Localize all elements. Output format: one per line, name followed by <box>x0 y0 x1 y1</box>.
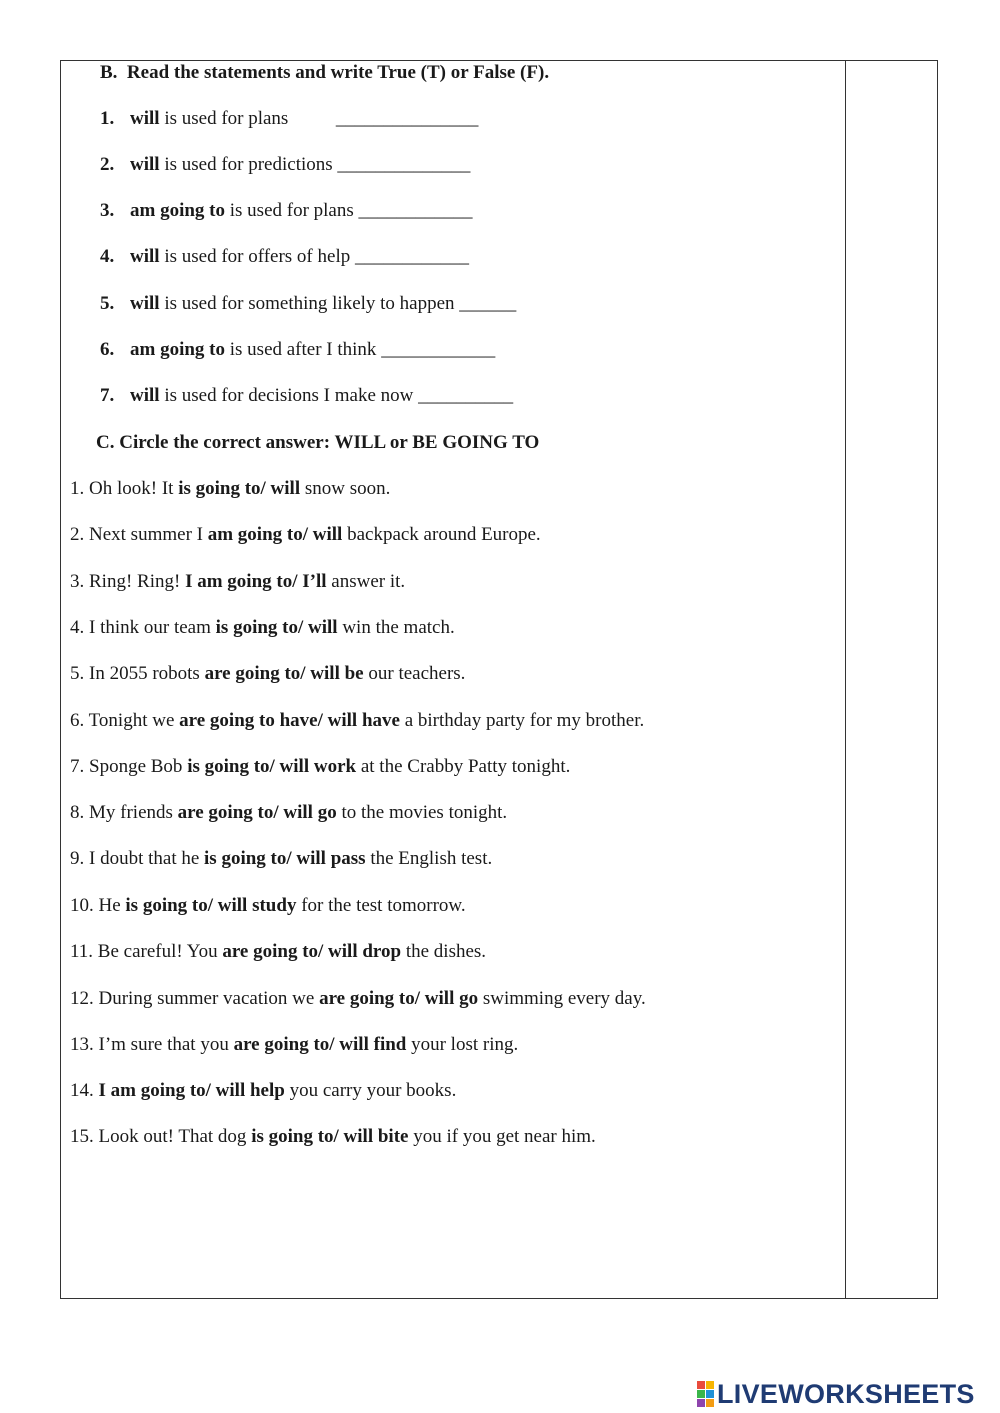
sentence-item <box>70 755 570 779</box>
sentence-item <box>70 523 541 547</box>
answer-blank[interactable]: ____________ <box>354 246 469 267</box>
sentence-post: for the test tomorrow. <box>296 895 466 916</box>
sentence-pre: 13. I’m sure that you <box>70 1034 234 1055</box>
answer-blank[interactable]: ______________ <box>337 154 471 175</box>
statement-item <box>100 384 513 408</box>
sentence-post: answer it. <box>326 571 406 592</box>
sentence-post: backpack around Europe. <box>342 524 541 545</box>
sentence-post: your lost ring. <box>406 1034 519 1055</box>
sentence-pre: 3. Ring! Ring! <box>70 571 186 592</box>
sentence-post: snow soon. <box>300 478 391 499</box>
liveworksheets-logo[interactable] <box>697 1377 975 1411</box>
section-c-heading: C. Circle the correct answer: WILL or BE GOING TO <box>96 432 540 453</box>
answer-choices[interactable]: are going to/ will find <box>233 1034 407 1055</box>
sentence-post: at the Crabby Patty tonight. <box>356 756 571 777</box>
answer-blank[interactable]: ____________ <box>358 200 473 221</box>
answer-choices[interactable]: I am going to/ I’ll <box>185 571 327 592</box>
answer-blank[interactable]: ____________ <box>381 339 496 360</box>
sentence-pre: 5. In 2055 robots <box>70 663 205 684</box>
sentence-item <box>70 570 405 594</box>
answer-choices[interactable]: is going to/ will study <box>125 895 297 916</box>
sentence-item <box>70 940 486 964</box>
logo-cell <box>697 1381 705 1389</box>
answer-blank[interactable]: ______ <box>459 293 517 314</box>
statement-number: 4. <box>100 246 115 267</box>
answer-choices[interactable]: is going to/ will <box>215 617 338 638</box>
sentence-post: you carry your books. <box>284 1080 457 1101</box>
statement-item <box>100 199 473 223</box>
statement-item <box>100 107 478 131</box>
statement-keyword: will <box>130 293 160 314</box>
sentence-pre: 1. Oh look! It <box>70 478 179 499</box>
logo-cell <box>697 1399 705 1407</box>
answer-choices[interactable]: I am going to/ will help <box>98 1080 285 1101</box>
sentence-post: swimming every day. <box>478 988 646 1009</box>
logo-cell <box>706 1399 714 1407</box>
section-b-heading: B. Read the statements and write True (T) or False (F). <box>100 62 550 83</box>
sentence-item <box>70 616 455 640</box>
sentence-post: the dishes. <box>401 941 487 962</box>
statement-number: 3. <box>100 200 115 221</box>
statement-number: 1. <box>100 108 115 129</box>
sentence-item <box>70 1033 518 1057</box>
statement-text: is used after I think <box>225 339 382 360</box>
logo-cell <box>706 1381 714 1389</box>
statement-text: is used for plans <box>159 108 336 129</box>
sentence-item <box>70 987 646 1011</box>
column-divider <box>845 60 846 1299</box>
statement-keyword: will <box>130 246 160 267</box>
sentence-pre: 9. I doubt that he <box>70 848 205 869</box>
sentence-post: win the match. <box>337 617 455 638</box>
statement-item <box>100 153 470 177</box>
sentence-pre: 10. He <box>70 895 126 916</box>
sentence-pre: 11. Be careful! You <box>70 941 223 962</box>
logo-text: LIVEWORKSHEETS <box>717 1378 975 1409</box>
sentence-item <box>70 1079 456 1103</box>
sentence-item <box>70 709 644 733</box>
answer-choices[interactable]: are going to/ will be <box>204 663 364 684</box>
answer-choices[interactable]: are going to/ will drop <box>222 941 402 962</box>
statement-number: 5. <box>100 293 115 314</box>
sentence-pre: 8. My friends <box>70 802 178 823</box>
sentence-pre: 4. I think our team <box>70 617 216 638</box>
answer-choices[interactable]: is going to/ will bite <box>251 1126 409 1147</box>
answer-choices[interactable]: is going to/ will work <box>187 756 357 777</box>
statement-text: is used for plans <box>225 200 359 221</box>
sentence-pre: 2. Next summer I <box>70 524 208 545</box>
answer-blank[interactable]: _______________ <box>335 108 479 129</box>
statement-number: 2. <box>100 154 115 175</box>
statement-keyword: will <box>130 154 160 175</box>
sentence-item <box>70 477 390 501</box>
sentence-post: a birthday party for my brother. <box>399 710 645 731</box>
statement-number: 6. <box>100 339 115 360</box>
statement-number: 7. <box>100 385 115 406</box>
answer-choices[interactable]: is going to/ will <box>178 478 301 499</box>
sentence-post: to the movies tonight. <box>336 802 508 823</box>
statement-text: is used for something likely to happen <box>159 293 460 314</box>
answer-choices[interactable]: are going to have/ will have <box>179 710 400 731</box>
sentence-item <box>70 1125 596 1149</box>
statement-text: is used for offers of help <box>159 246 355 267</box>
answer-choices[interactable]: is going to/ will pass <box>204 848 366 869</box>
logo-mark-icon <box>697 1381 714 1407</box>
sentence-item <box>70 662 465 686</box>
sentence-post: the English test. <box>365 848 493 869</box>
answer-choices[interactable]: are going to/ will go <box>319 988 479 1009</box>
sentence-post: our teachers. <box>363 663 466 684</box>
sentence-item <box>70 801 507 825</box>
statement-keyword: will <box>130 385 160 406</box>
statement-keyword: am going to <box>130 339 225 360</box>
answer-choices[interactable]: am going to/ will <box>207 524 343 545</box>
statement-item <box>100 245 469 269</box>
statement-text: is used for decisions I make now <box>159 385 419 406</box>
sentence-item <box>70 894 466 918</box>
logo-cell <box>697 1390 705 1398</box>
sentence-pre: 7. Sponge Bob <box>70 756 188 777</box>
statement-keyword: will <box>130 108 160 129</box>
statement-item <box>100 338 495 362</box>
sentence-pre: 6. Tonight we <box>70 710 180 731</box>
statement-keyword: am going to <box>130 200 225 221</box>
sentence-item <box>70 847 492 871</box>
statement-item <box>100 292 516 316</box>
answer-choices[interactable]: are going to/ will go <box>177 802 337 823</box>
sentence-pre: 12. During summer vacation we <box>70 988 320 1009</box>
answer-blank[interactable]: __________ <box>418 385 514 406</box>
sentence-pre: 15. Look out! That dog <box>70 1126 252 1147</box>
sentence-pre: 14. <box>70 1080 99 1101</box>
statement-text: is used for predictions <box>159 154 338 175</box>
logo-cell <box>706 1390 714 1398</box>
sentence-post: you if you get near him. <box>408 1126 596 1147</box>
